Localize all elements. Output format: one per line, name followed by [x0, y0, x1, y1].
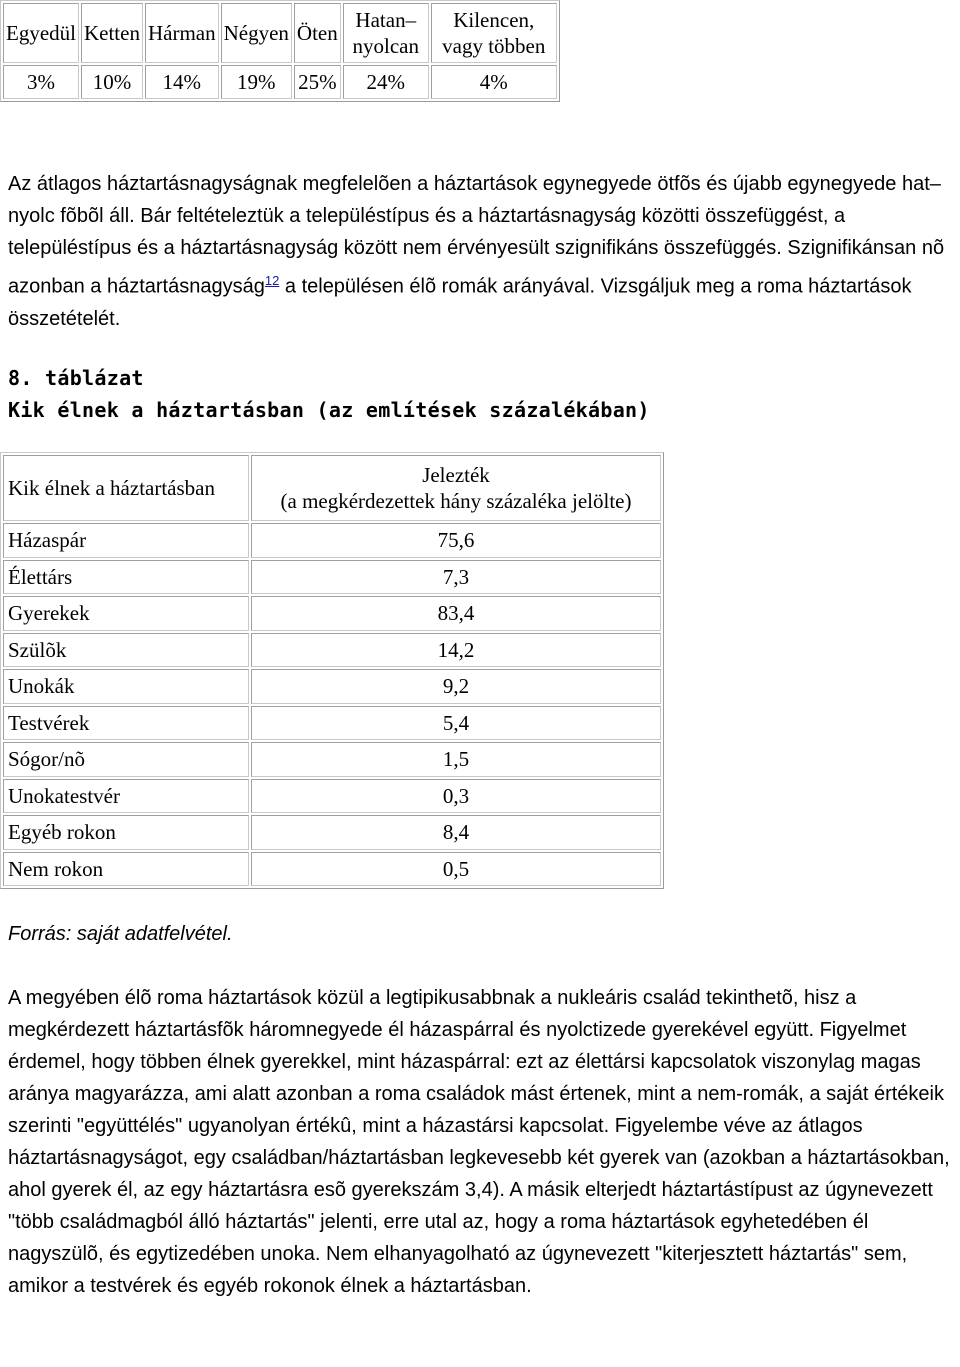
row-value: 14,2: [251, 633, 661, 668]
paragraph-household-size: [8, 168, 960, 335]
value-cell: 3%: [3, 65, 79, 99]
header-cell: Kilencen, vagy többen: [431, 3, 557, 63]
table-source: Forrás: saját adatfelvétel.: [8, 923, 233, 945]
row-value: 8,4: [251, 815, 661, 850]
header-cell: Ketten: [81, 3, 143, 63]
header-cell: Hárman: [145, 3, 219, 63]
header-cell: Hatan– nyolcan: [343, 3, 429, 63]
household-size-table: [0, 0, 560, 102]
table-row: [3, 815, 661, 850]
table-header-row: [3, 455, 661, 521]
row-value: 7,3: [251, 560, 661, 595]
table-body: [3, 523, 661, 886]
value-cell: 24%: [343, 65, 429, 99]
row-label: Gyerekek: [3, 596, 249, 631]
table-row: [3, 669, 661, 704]
row-value: 83,4: [251, 596, 661, 631]
row-value: 1,5: [251, 742, 661, 777]
table-row: [3, 852, 661, 887]
value-cell: 10%: [81, 65, 143, 99]
table-row: [3, 706, 661, 741]
row-label: Egyéb rokon: [3, 815, 249, 850]
row-value: 5,4: [251, 706, 661, 741]
household-size-values-row: [3, 65, 557, 99]
row-label: Unokák: [3, 669, 249, 704]
header-cell: Öten: [294, 3, 341, 63]
table-title: Kik élnek a háztartásban (az említések százalékában): [8, 398, 650, 422]
paragraph-text-after-ref: a településen élõ romák arányával. Vizsgáljuk meg a roma háztartások összetételét.: [8, 275, 912, 330]
household-size-header-row: [3, 3, 557, 63]
paragraph-text-before-ref: Az átlagos háztartásnagyságnak megfelelõen a háztartások egynegyede ötfõs és újabb egynegyede hat–nyolc fõbõl áll. Bár feltételeztük a településtípus és a háztartásnagyság közötti összefüggést, a településtípus és a háztartásnagyság között nem érvényesült szignifikáns összefüggés. Szignifikánsan nõ azonban a háztartásnagyság: [8, 173, 945, 298]
row-label: Szülõk: [3, 633, 249, 668]
row-label: Nem rokon: [3, 852, 249, 887]
footnote-link[interactable]: 12: [264, 273, 280, 288]
row-label: Unokatestvér: [3, 779, 249, 814]
value-cell: 19%: [221, 65, 292, 99]
column-header-members: Kik élnek a háztartásban: [3, 455, 249, 521]
table-row: [3, 779, 661, 814]
table-number: 8. táblázat: [8, 366, 144, 390]
row-value: 0,3: [251, 779, 661, 814]
row-label: Házaspár: [3, 523, 249, 558]
value-cell: 4%: [431, 65, 557, 99]
header-cell: Egyedül: [3, 3, 79, 63]
household-members-table: [0, 452, 664, 889]
header-cell: Négyen: [221, 3, 292, 63]
value-cell: 14%: [145, 65, 219, 99]
table-row: [3, 633, 661, 668]
table-row: [3, 596, 661, 631]
row-label: Testvérek: [3, 706, 249, 741]
footnote-ref[interactable]: [265, 270, 279, 289]
column-header-line2: (a megkérdezettek hány százaléka jelölte): [280, 489, 632, 513]
table-row: [3, 560, 661, 595]
column-header-indicated: [251, 455, 661, 521]
row-value: 9,2: [251, 669, 661, 704]
row-label: Sógor/nõ: [3, 742, 249, 777]
value-cell: 25%: [294, 65, 341, 99]
paragraph-household-composition: A megyében élõ roma háztartások közül a legtipikusabbnak a nukleáris család tekinthetõ, hisz a megkérdezett háztartásfõk háromnegyede él házaspárral és nyolctizede gyerekével együtt. Figyelmet érdemel, hogy többen élnek gyerekkel, mint házaspárral: ezt az élettársi kapcsolatok viszonylag magas aránya magyarázza, ami alatt azonban a roma családok mást értenek, mint a nem-romák, a saját értékeik szerinti "együttélés" ugyanolyan értékû, mint a házastársi kapcsolat. Figyelembe véve az átlagos háztartásnagyságot, egy családban/háztartásban legkevesebb két gyerek van (azokban a háztartásokban, ahol gyerek él, az egy háztartásra esõ gyerekszám 3,4). A másik elterjedt háztartástípust az úgynevezett "több családmagból álló háztartás" jelenti, erre utal az, hogy a roma háztartások egyhetedében él nagyszülõ, és egytizedében unoka. Nem elhanyagolható az úgynevezett "kiterjesztett háztartás" sem, amikor a testvérek és egyéb rokonok élnek a háztartásban.: [8, 987, 950, 1297]
table-row: [3, 523, 661, 558]
column-header-line1: Jelezték: [422, 463, 490, 487]
table-row: [3, 742, 661, 777]
row-value: 0,5: [251, 852, 661, 887]
row-label: Élettárs: [3, 560, 249, 595]
row-value: 75,6: [251, 523, 661, 558]
